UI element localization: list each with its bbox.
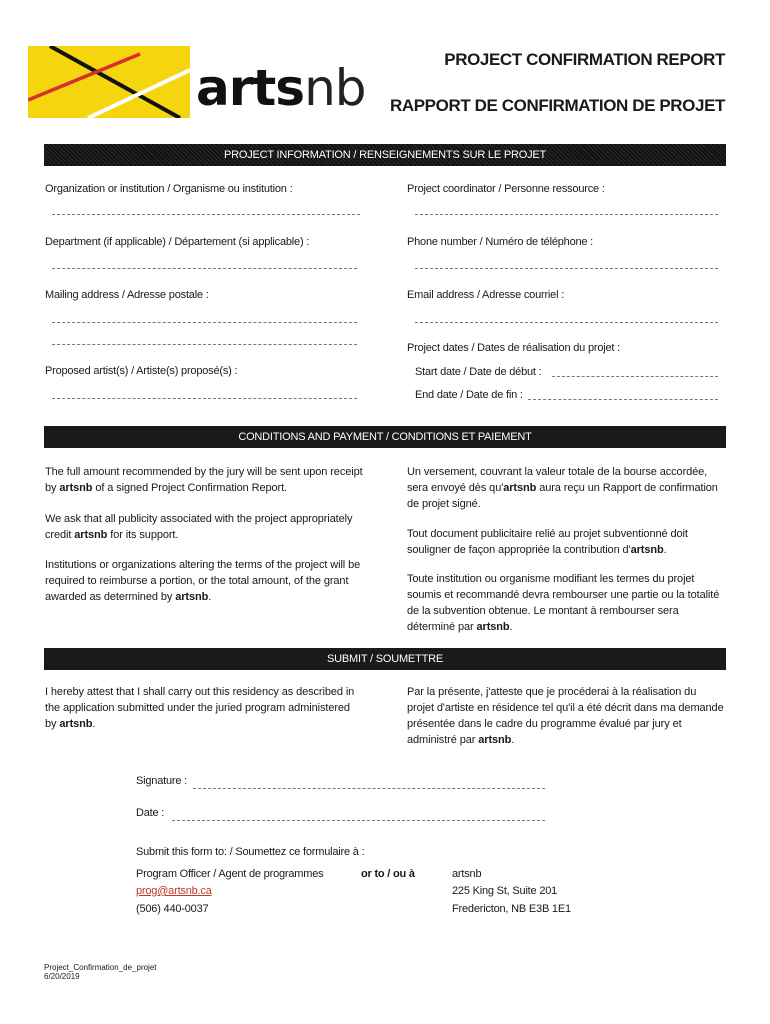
conditions-en-p1: The full amount recommended by the jury will be sent upon receipt by artsnb of a signed Project Confirmation Report.: [45, 466, 363, 494]
attest-fr: Par la présente, j'atteste que je procéderai à la réalisation du projet d'artiste en résidence tel qu'il a été décrit dans ma demande présentée dans le cadre du programme évalué par jury et administré par artsnb.: [407, 686, 724, 746]
logo-bold-text: arts: [196, 59, 305, 117]
department-field[interactable]: [52, 268, 357, 269]
logo-graphic: [28, 46, 190, 118]
artists-field[interactable]: [52, 398, 357, 399]
program-phone: (506) 440-0037: [136, 903, 209, 915]
start-date-label: Start date / Date de début :: [415, 366, 542, 378]
department-label: Department (if applicable) / Département (si applicable) :: [45, 236, 310, 248]
section-header-conditions: CONDITIONS AND PAYMENT / CONDITIONS ET PAIEMENT: [44, 426, 726, 448]
coordinator-label: Project coordinator / Personne ressource :: [407, 183, 605, 195]
conditions-fr-p1: Un versement, couvrant la valeur totale de la bourse accordée, sera envoyé dès qu'artsnb aura reçu un Rapport de confirmation de projet signé.: [407, 466, 718, 510]
organization-field[interactable]: [52, 214, 360, 215]
conditions-en-p3: Institutions or organizations altering the terms of the project will be required to reimburse a portion, or the total amount, of the grant awarded as determined by artsnb.: [45, 559, 361, 603]
phone-field[interactable]: [415, 268, 718, 269]
mailing-field-line2[interactable]: [52, 344, 357, 345]
program-email-link[interactable]: prog@artsnb.ca: [136, 885, 212, 897]
section-header-submit: SUBMIT / SOUMETTRE: [44, 648, 726, 670]
start-date-field[interactable]: [552, 376, 718, 377]
logo-wordmark: [196, 58, 366, 118]
section-header-project-info: PROJECT INFORMATION / RENSEIGNEMENTS SUR LE PROJET: [44, 144, 726, 166]
mailing-label: Mailing address / Adresse postale :: [45, 289, 209, 301]
signature-field[interactable]: [193, 788, 545, 789]
email-field[interactable]: [415, 322, 718, 323]
coordinator-field[interactable]: [415, 214, 718, 215]
date-field[interactable]: [172, 820, 545, 821]
artists-label: Proposed artist(s) / Artiste(s) proposé(s) :: [45, 365, 238, 377]
phone-label: Phone number / Numéro de téléphone :: [407, 236, 594, 248]
or-to-label: or to / ou à: [361, 868, 415, 880]
end-date-label: End date / Date de fin :: [415, 389, 523, 401]
footer-doc-date: 6/20/2019: [44, 972, 80, 981]
mailing-field-line1[interactable]: [52, 322, 357, 323]
date-label: Date :: [136, 807, 165, 819]
logo-light-text: nb: [304, 59, 366, 117]
program-officer: Program Officer / Agent de programmes: [136, 868, 324, 880]
footer-doc-name: Project_Confirmation_de_projet: [44, 963, 157, 972]
conditions-fr-p2: Tout document publicitaire relié au projet subventionné doit souligner de façon appropriée la contribution d'artsnb.: [407, 528, 688, 556]
project-dates-label: Project dates / Dates de réalisation du projet :: [407, 342, 620, 354]
attest-en: I hereby attest that I shall carry out this residency as described in the application submitted under the juried program administered by artsnb.: [45, 686, 355, 730]
title-fr: RAPPORT DE CONFIRMATION DE PROJET: [389, 96, 725, 115]
address-line3: Fredericton, NB E3B 1E1: [452, 903, 571, 915]
email-label: Email address / Adresse courriel :: [407, 289, 565, 301]
conditions-fr-p3: Toute institution ou organisme modifiant les termes du projet soumis et recommandé devra rembourser une partie ou la totalité de la subvention obtenue. Le montant à rembourser sera déterminé par artsnb.: [407, 573, 720, 633]
conditions-en-p2: We ask that all publicity associated with the project appropriately credit artsnb for its support.: [45, 513, 353, 541]
organization-label: Organization or institution / Organisme ou institution :: [45, 183, 293, 195]
submit-to-label: Submit this form to: / Soumettez ce formulaire à :: [136, 846, 365, 858]
signature-label: Signature :: [136, 775, 188, 787]
logo-lines: [28, 46, 190, 118]
address-line1: artsnb: [452, 868, 482, 880]
end-date-field[interactable]: [528, 399, 718, 400]
address-line2: 225 King St, Suite 201: [452, 885, 558, 897]
title-en: PROJECT CONFIRMATION REPORT: [444, 50, 725, 69]
